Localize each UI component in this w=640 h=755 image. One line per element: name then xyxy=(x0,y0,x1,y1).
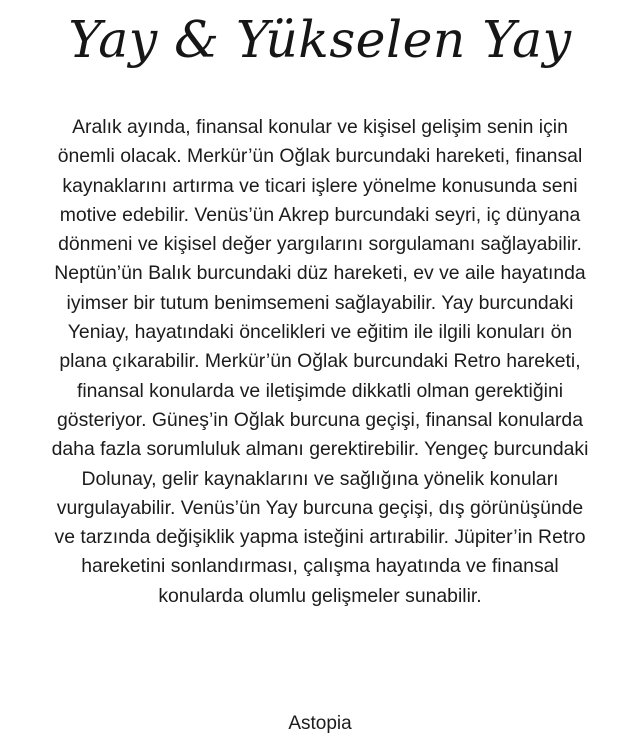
body-line: iyimser bir tutum benimsemeni sağlayabilir. Yay burcundaki xyxy=(66,291,574,314)
body-line: konularda olumlu gelişmeler sunabilir. xyxy=(158,584,482,607)
body-line: Dolunay, gelir kaynaklarını ve sağlığına yönelik konuları xyxy=(81,467,559,490)
body-line: vurgulayabilir. Venüs’ün Yay burcuna geçişi, dış görünüşünde xyxy=(56,496,584,519)
body-line: Neptün’ün Balık burcundaki düz hareketi, ev ve aile hayatında xyxy=(54,262,586,285)
body-line: Aralık ayında, finansal konular ve kişisel gelişim senin için xyxy=(72,116,568,138)
body-line: motive edebilir. Venüs’ün Akrep burcundaki seyri, iç dünyana xyxy=(59,203,581,226)
body-line: önemli olacak. Merkür’ün Oğlak burcundaki hareketi, finansal xyxy=(57,145,583,168)
body-line: kaynaklarını artırma ve ticari işlere yönelme konusunda seni xyxy=(62,174,578,197)
page-title: Yay & Yükselen Yay xyxy=(68,10,572,69)
body-line: Yeniay, hayatındaki öncelikleri ve eğitim ile ilgili konuları ön xyxy=(67,321,573,344)
brand-signature: Astopia xyxy=(288,713,352,734)
body-line: gösteriyor. Güneş’in Oğlak burcuna geçişi, finansal konularda xyxy=(57,408,583,431)
body-line: hareketini sonlandırması, çalışma hayatında ve finansal xyxy=(81,555,559,578)
horoscope-body xyxy=(26,113,614,611)
body-line: daha fazla sorumluluk almanı gerektirebilir. Yengeç burcundaki xyxy=(51,438,589,461)
body-line: ve tarzında değişiklik yapma isteğini artırabilir. Jüpiter’in Retro xyxy=(54,526,586,549)
body-line: finansal konularda ve iletişimde dikkatli olman gerektiğini xyxy=(76,379,564,402)
body-line: plana çıkarabilir. Merkür’ün Oğlak burcundaki Retro hareketi, xyxy=(59,350,581,373)
body-line: dönmeni ve kişisel değer yargılarını sorgulamanı sağlayabilir. xyxy=(58,233,582,256)
